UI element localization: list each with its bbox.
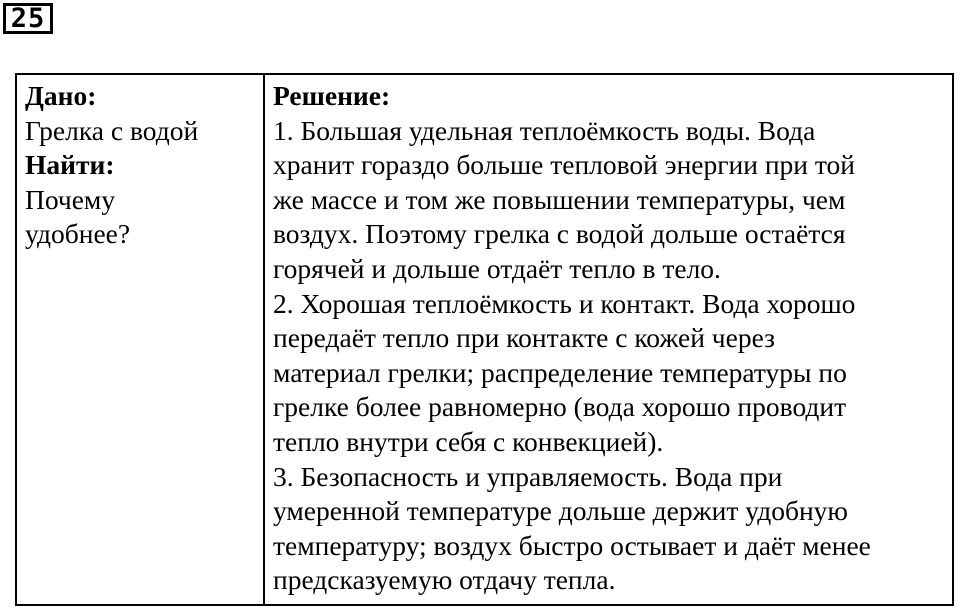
solution-line: 2. Хорошая теплоёмкость и контакт. Вода хорошо xyxy=(273,287,856,319)
solution-line: 3. Безопасность и управляемость. Вода при xyxy=(273,460,783,492)
solution-line: хранит гораздо больше тепловой энергии при той xyxy=(273,149,856,181)
solution-line: умеренной температуре дольше держит удобную xyxy=(273,495,848,527)
solution-cell xyxy=(264,74,953,605)
solution-line: предсказуемую отдачу тепла. xyxy=(273,564,616,596)
solution-line: материал грелки; распределение температуры по xyxy=(273,356,847,388)
solution-line: горячей и дольше отдаёт тепло в тело. xyxy=(273,252,721,284)
given-text: Грелка с водой xyxy=(25,114,199,146)
find-text-line: Почему xyxy=(25,183,116,215)
solution-line: передаёт тепло при контакте с кожей через xyxy=(273,322,775,354)
solution-line: температуру; воздух быстро остывает и даёт менее xyxy=(273,529,871,561)
solution-line: тепло внутри себя с конвекцией). xyxy=(273,425,664,457)
solution-line: грелке более равномерно (вода хорошо проводит xyxy=(273,391,847,423)
find-heading: Найти: xyxy=(25,149,115,181)
solution-heading: Решение: xyxy=(273,80,391,111)
solution-line: воздух. Поэтому грелка с водой дольше остаётся xyxy=(273,218,846,250)
solution-line: же массе и том же повышении температуры, чем xyxy=(273,183,846,215)
solution-line: 1. Большая удельная теплоёмкость воды. Вода xyxy=(273,114,816,146)
given-find-cell xyxy=(16,74,264,605)
given-heading: Дано: xyxy=(25,80,97,111)
find-text-line: удобнее? xyxy=(25,218,131,250)
task-table xyxy=(15,73,954,606)
task-number-badge: 25 xyxy=(3,3,53,34)
